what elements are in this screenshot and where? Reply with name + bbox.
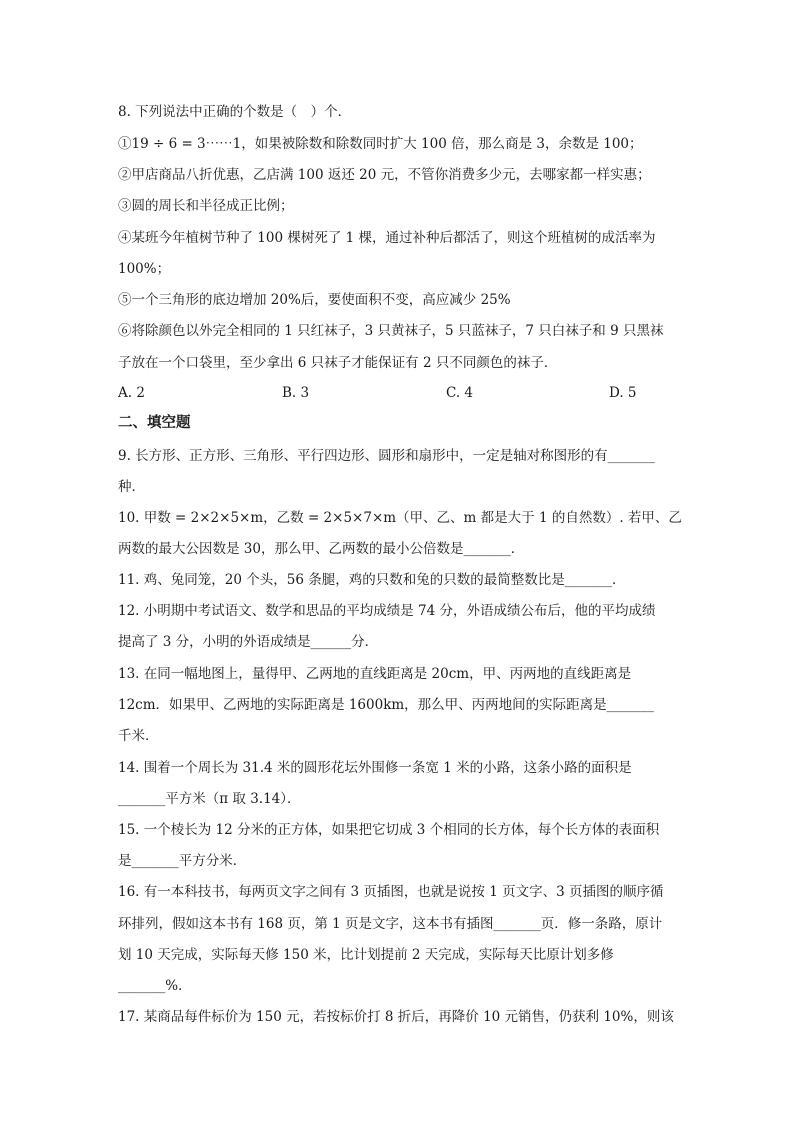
q15-line1: 15. 一个棱长为 12 分米的正方体，如果把它切成 3 个相同的长方体，每个长方体的表面积 <box>118 822 660 838</box>
q15-line2: 是_______平方分米． <box>118 853 247 869</box>
q8-statement-3: ③圆的周长和半径成正比例； <box>118 198 294 214</box>
q16-line4: _______%． <box>118 978 192 994</box>
q8-statement-6-line1: ⑥将除颜色以外完全相同的 1 只红袜子，3 只黄袜子，5 只蓝袜子，7 只白袜子和 9 只黑袜 <box>118 323 664 339</box>
q9-line2: 种． <box>118 479 145 495</box>
q10-line1: 10. 甲数 = 2×2×5×m，乙数 = 2×5×7×m（甲、乙、m 都是大于 1 的自然数）. 若甲、乙 <box>118 510 682 526</box>
q8-statement-5: ⑤一个三角形的底边增加 20%后，要使面积不变，高应减少 25% <box>118 292 511 308</box>
q13-line2: 12cm．如果甲、乙两地的实际距离是 1600km，那么甲、丙两地间的实际距离是_______ <box>118 697 654 713</box>
q16-line3: 划 10 天完成，实际每天修 150 米，比计划提前 2 天完成，实际每天比原计划多修 <box>118 947 614 963</box>
q16-line2: 环排列，假如这本书有 168 页，第 1 页是文字，这本书有插图_______页．修一条路，原计 <box>118 916 663 932</box>
section-heading: 二、填空题 <box>118 415 191 431</box>
q13-line3: 千米． <box>118 728 159 744</box>
q11-line1: 11. 鸡、兔同笼，20 个头，56 条腿，鸡的只数和兔的只数的最简整数比是_______． <box>118 572 626 588</box>
q17-line1: 17. 某商品每件标价为 150 元，若按标价打 8 折后，再降价 10 元销售，仍获利 10%，则该 <box>118 1009 674 1025</box>
q10-line2: 两数的最大公因数是 30，那么甲、乙两数的最小公倍数是_______． <box>118 541 525 557</box>
q14-line2: _______平方米（π 取 3.14）． <box>118 791 301 807</box>
q8-option-b: B. 3 <box>282 385 310 401</box>
q12-line2: 提高了 3 分，小明的外语成绩是______分． <box>118 634 379 650</box>
q16-line1: 16. 有一本科技书，每两页文字之间有 3 页插图，也就是说按 1 页文字、3 页插图的顺序循 <box>118 884 664 900</box>
q14-line1: 14. 围着一个周长为 31.4 米的圆形花坛外围修一条宽 1 米的小路，这条小路的面积是 <box>118 760 632 776</box>
q8-statement-4-line1: ④某班今年植树节种了 100 棵树死了 1 棵，通过补种后都活了，则这个班植树的成活率为 <box>118 230 656 246</box>
q8-stem: 8. 下列说法中正确的个数是（ ）个． <box>118 104 352 120</box>
q12-line1: 12. 小明期中考试语文、数学和思品的平均成绩是 74 分，外语成绩公布后，他的平均成绩 <box>118 603 656 619</box>
q8-statement-4-line2: 100%； <box>118 261 171 277</box>
q8-option-d: D. 5 <box>609 385 637 401</box>
q8-statement-6-line2: 子放在一个口袋里，至少拿出 6 只袜子才能保证有 2 只不同颜色的袜子． <box>118 355 558 371</box>
q9-line1: 9. 长方形、正方形、三角形、平行四边形、圆形和扇形中，一定是轴对称图形的有_______ <box>118 448 655 464</box>
q8-statement-1: ①19 ÷ 6 = 3⋯⋯1，如果被除数和除数同时扩大 100 倍，那么商是 3，余数是 100； <box>118 136 643 152</box>
q8-statement-2: ②甲店商品八折优惠，乙店满 100 返还 20 元，不管你消费多少元，去哪家都一样实惠； <box>118 167 651 183</box>
q8-option-a: A. 2 <box>118 385 145 401</box>
q8-option-c: C. 4 <box>446 385 474 401</box>
q13-line1: 13. 在同一幅地图上，量得甲、乙两地的直线距离是 20cm，甲、丙两地的直线距离是 <box>118 666 632 682</box>
